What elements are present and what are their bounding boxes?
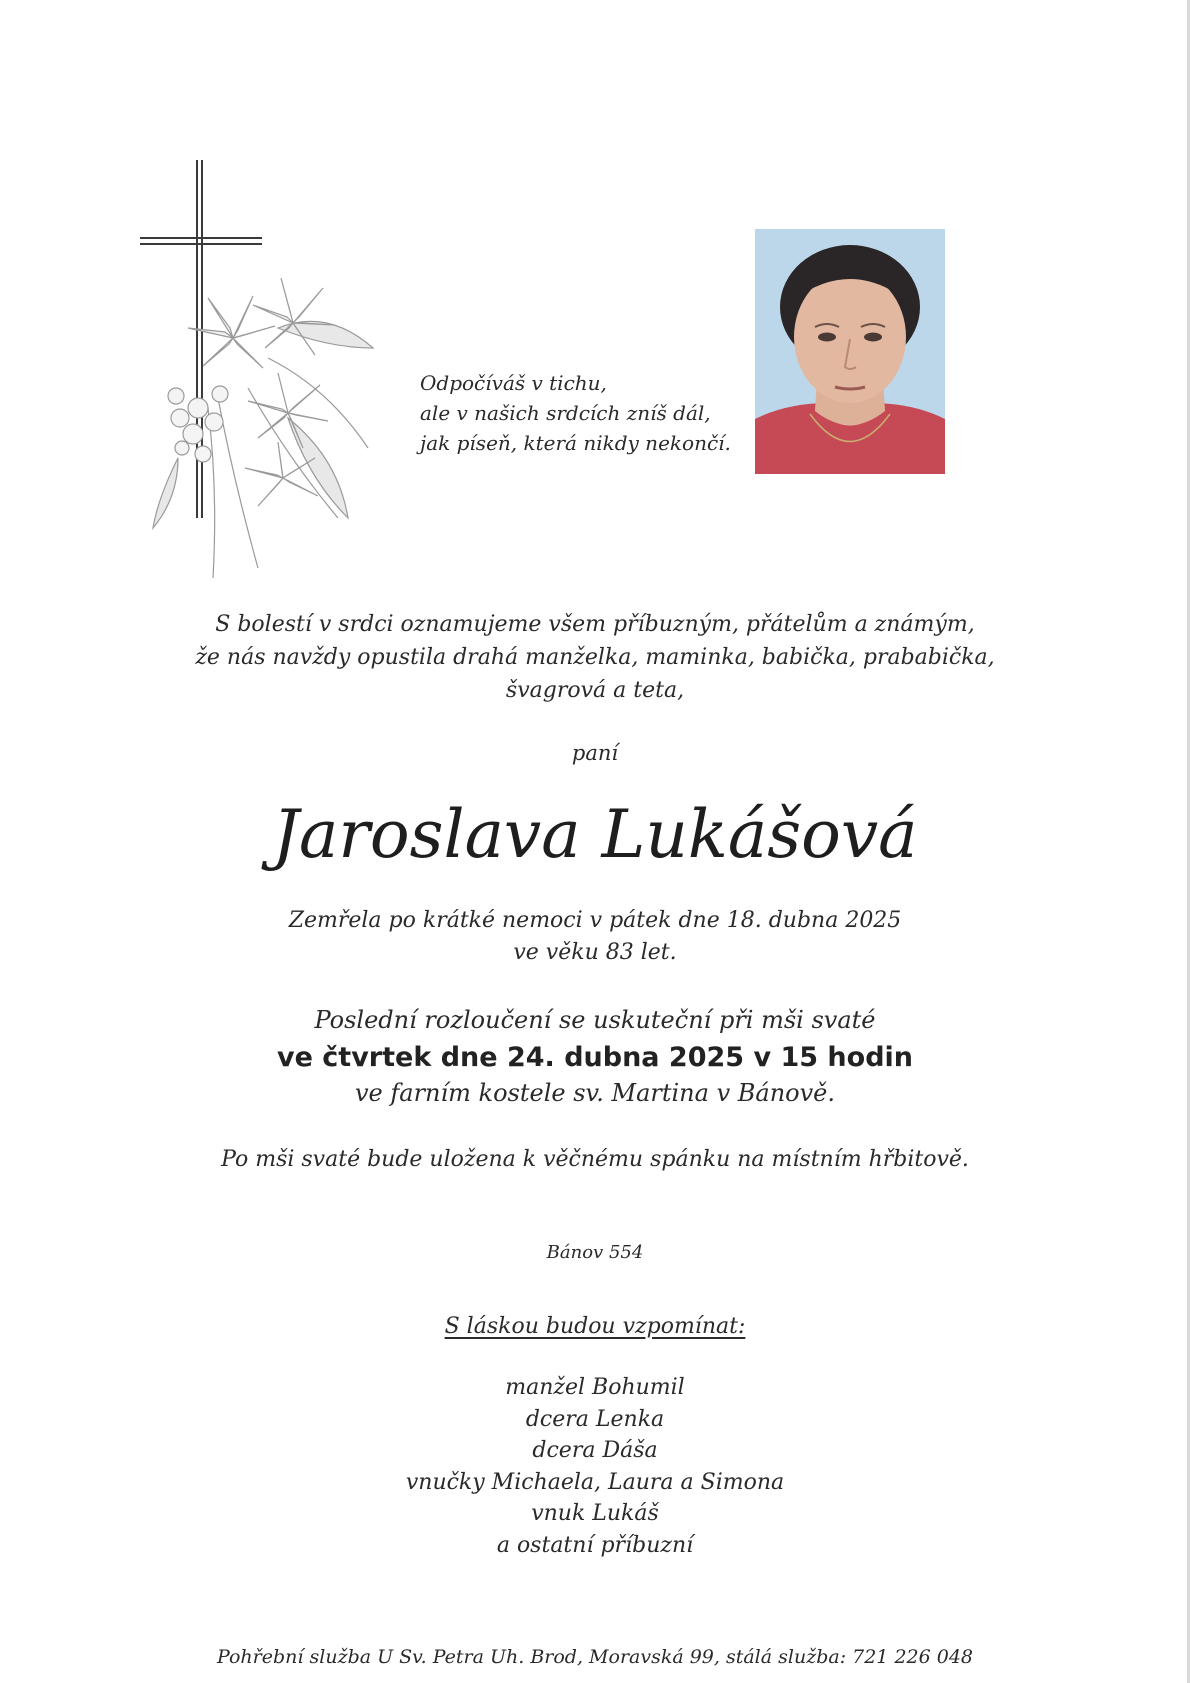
- honorific: paní: [571, 741, 619, 765]
- mourners-list: [0, 1372, 1190, 1561]
- mourners-heading-text: S láskou budou vzpomínat:: [444, 1314, 746, 1339]
- funeral-service-footer: Pohřební služba U Sv. Petra Uh. Brod, Moravská 99, stálá služba: 721 226 048: [216, 1646, 974, 1668]
- memorial-verse: [420, 368, 740, 458]
- funeral-intro: Poslední rozloučení se uskuteční při mši svaté: [314, 1006, 876, 1034]
- announcement-line: švagrová a teta,: [505, 678, 685, 703]
- cross-with-lilies-icon: [138, 158, 378, 603]
- address: Bánov 554: [546, 1242, 644, 1263]
- burial-info: Po mši svaté bude uložena k věčnému spánku na místním hřbitově.: [221, 1147, 969, 1172]
- mourner-item: dcera Dáša: [532, 1438, 658, 1463]
- portrait-photo: [755, 229, 945, 474]
- mourner-item: manžel Bohumil: [505, 1375, 685, 1400]
- deceased-name: Jaroslava Lukášová: [272, 796, 918, 873]
- announcement-line: že nás navždy opustila drahá manželka, maminka, babička, prababička,: [195, 645, 995, 670]
- verse-line: jak píseň, která nikdy nekončí.: [420, 431, 731, 455]
- verse-line: ale v našich srdcích zníš dál,: [420, 401, 711, 425]
- mourner-item: a ostatní příbuzní: [496, 1532, 694, 1558]
- funeral-datetime: ve čtvrtek dne 24. dubna 2025 v 15 hodin: [276, 1042, 914, 1073]
- death-age-line: ve věku 83 let.: [513, 940, 677, 965]
- mourners-heading: [0, 1311, 1190, 1343]
- announcement: [0, 608, 1190, 707]
- announcement-line: S bolestí v srdci oznamujeme všem příbuzným, přátelům a známým,: [215, 612, 975, 637]
- death-info: [0, 905, 1190, 969]
- death-date-line: Zemřela po krátké nemoci v pátek dne 18. dubna 2025: [288, 908, 902, 933]
- verse-line: Odpočíváš v tichu,: [420, 371, 607, 395]
- mourner-item: dcera Lenka: [525, 1406, 665, 1432]
- funeral-place: ve farním kostele sv. Martina v Bánově.: [354, 1079, 836, 1107]
- mourner-item: vnučky Michaela, Laura a Simona: [405, 1469, 785, 1495]
- mourner-item: vnuk Lukáš: [531, 1501, 659, 1526]
